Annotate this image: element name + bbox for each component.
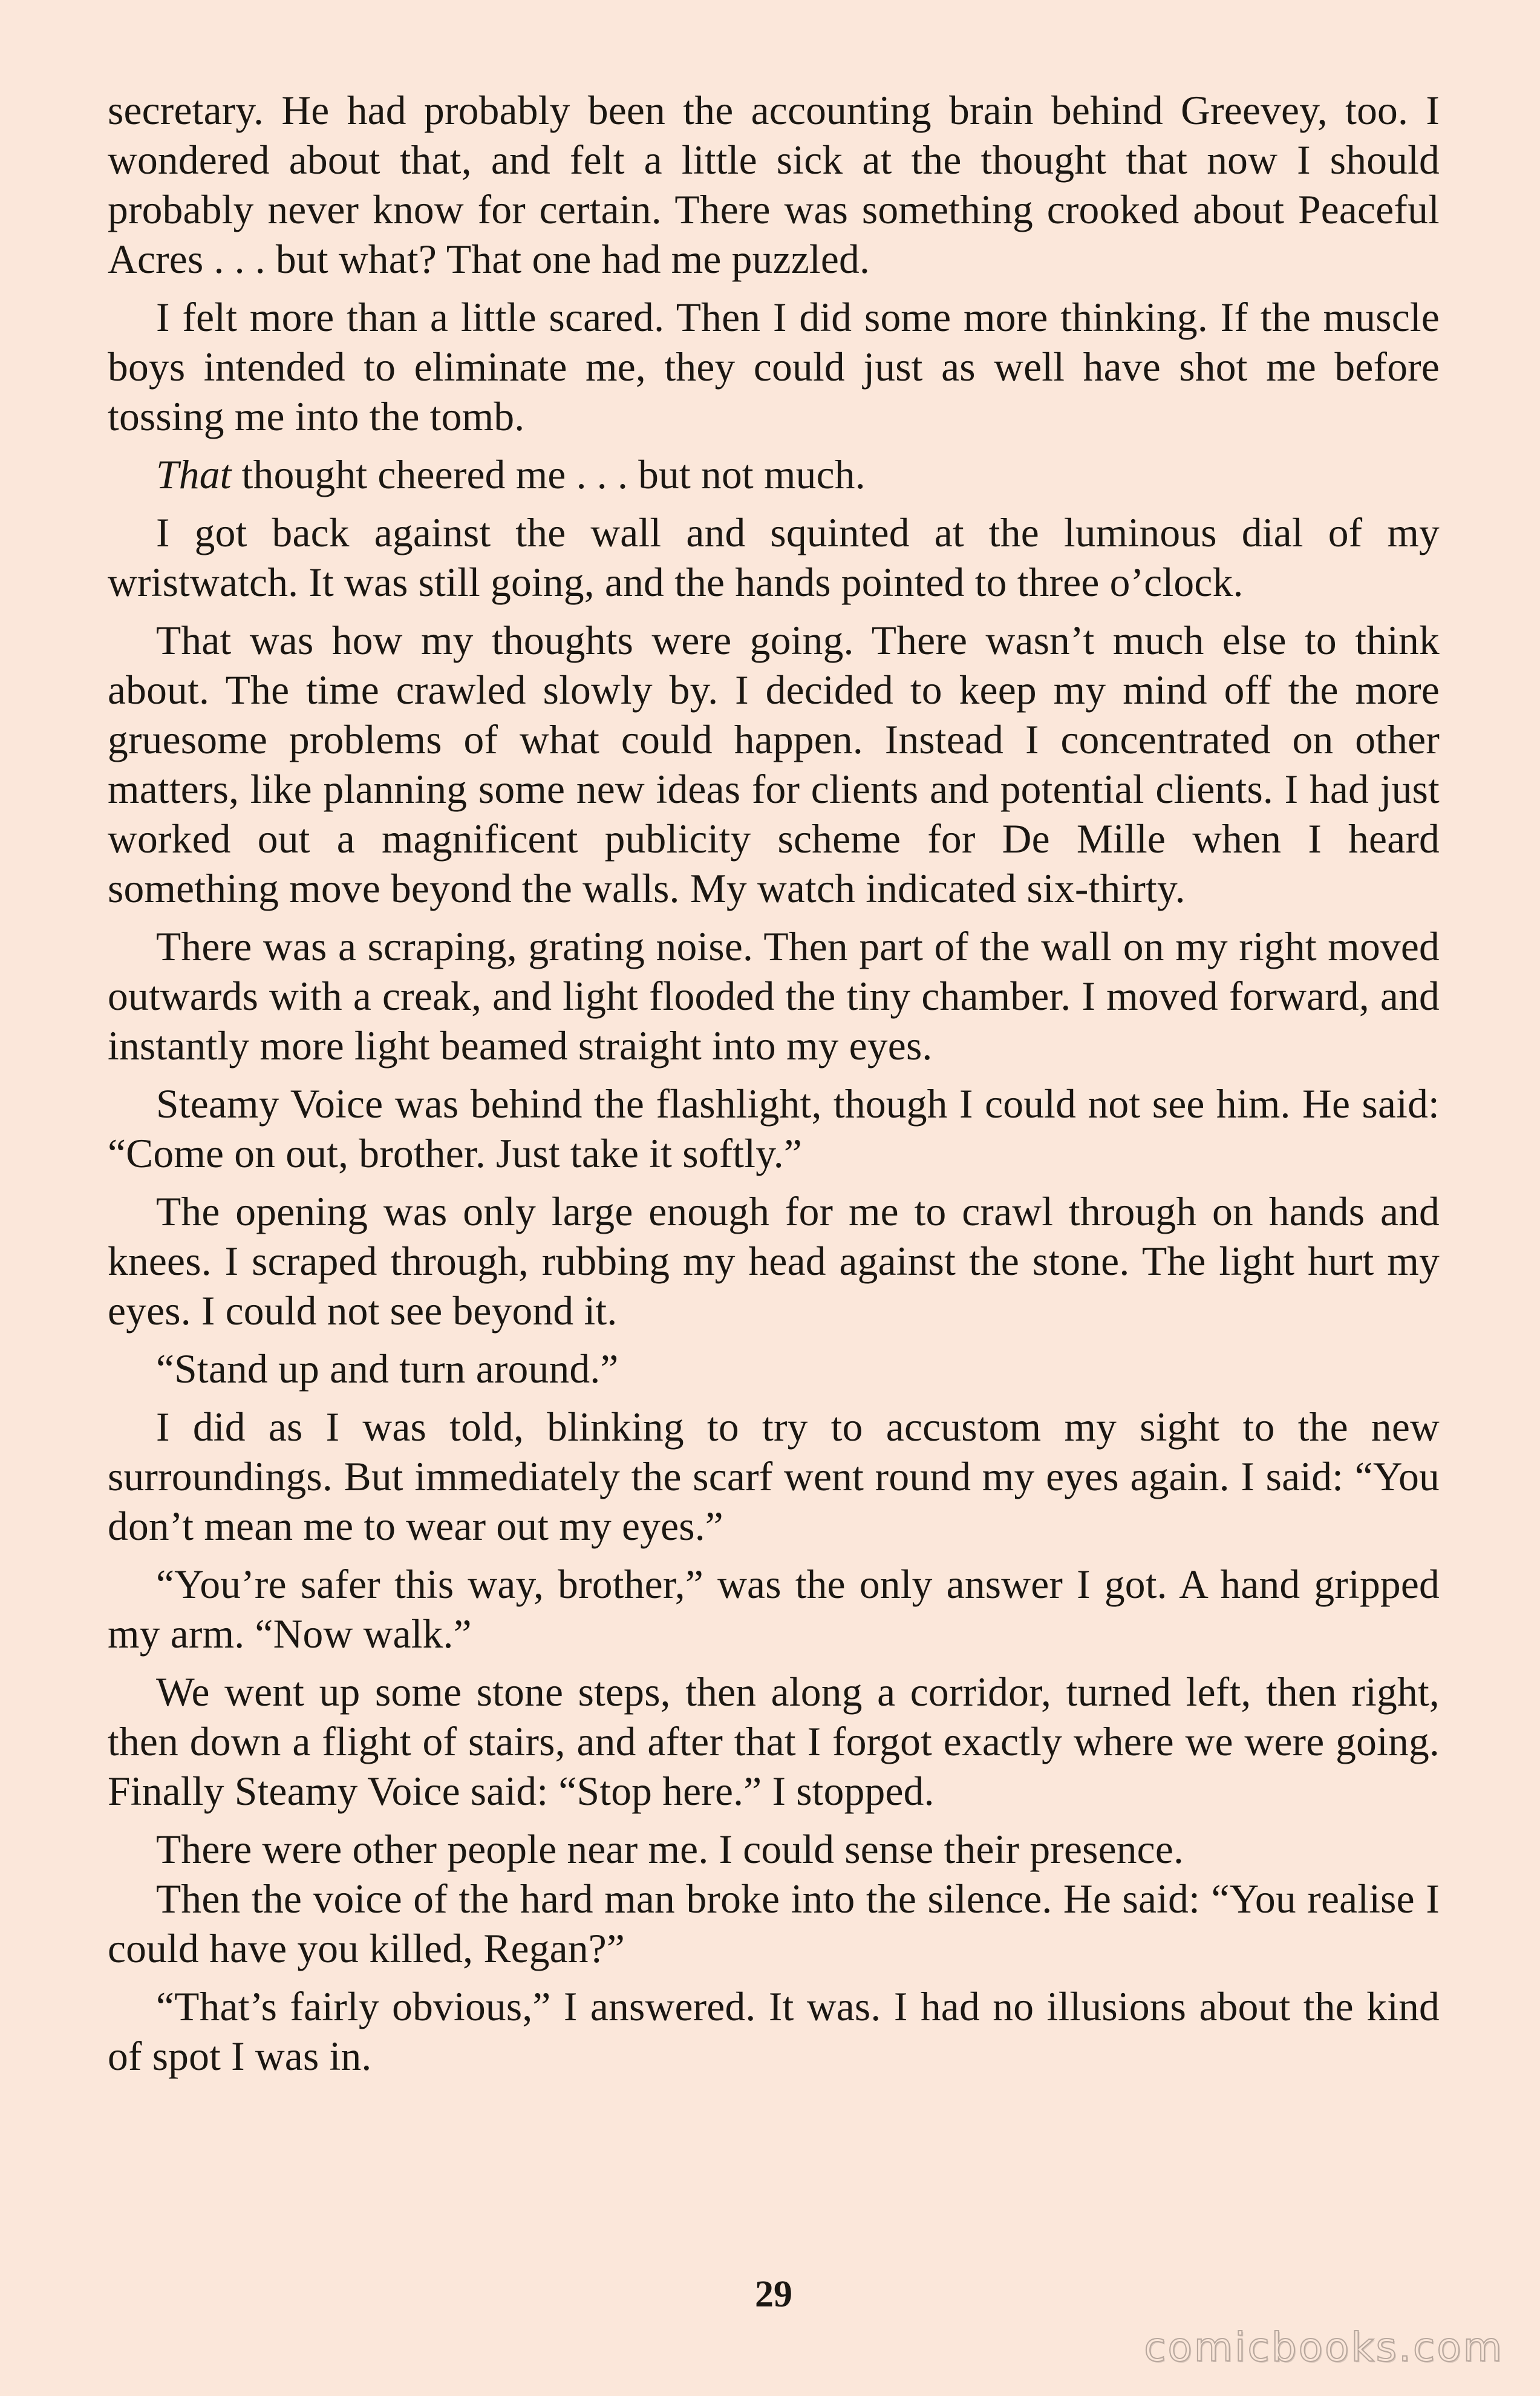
paragraph: Steamy Voice was behind the flashlight, though I could not see him. He said: “Come on out, brother. Just take it softly.” — [108, 1081, 1440, 1176]
page-number: 29 — [755, 2274, 792, 2315]
paragraph: secretary. He had probably been the accounting brain behind Greevey, too. I wondered about that, and felt a little sick at the thought that now I should probably never know for certain. There was something crooked about Peaceful Acres . . . but what? That one had me puzzled. — [108, 88, 1440, 282]
paragraph: Then the voice of the hard man broke into the silence. He said: “You realise I could have you killed, Regan?” — [108, 1876, 1440, 1971]
body-text — [108, 86, 1440, 2081]
paragraph: “You’re safer this way, brother,” was the only answer I got. A hand gripped my arm. “Now walk.” — [108, 1562, 1440, 1657]
paragraph: “Stand up and turn around.” — [156, 1346, 619, 1392]
paragraph: I did as I was told, blinking to try to accustom my sight to the new surroundings. But immediately the scarf went round my eyes again. I said: “You don’t mean me to wear out my eyes.” — [108, 1404, 1440, 1549]
paragraph: That was how my thoughts were going. There wasn’t much else to think about. The time crawled slowly by. I decided to keep my mind off the more gruesome problems of what could happen. Instead I concentrated on other matters, like planning some new ideas for clients and potential clients. I had just worked out a magnificent publicity scheme for De Mille when I heard something move beyond the walls. My watch indicated six-thirty. — [108, 618, 1440, 911]
paragraph-rest: thought cheered me . . . but not much. — [231, 452, 866, 497]
italic-word: That — [156, 452, 232, 497]
paragraph: I got back against the wall and squinted at the luminous dial of my wristwatch. It was still going, and the hands pointed to three o’clock. — [108, 510, 1440, 605]
watermark-logo: comicbooks.com — [1144, 2324, 1504, 2371]
paragraph: The opening was only large enough for me to crawl through on hands and knees. I scraped through, rubbing my head against the stone. The light hurt my eyes. I could not see beyond it. — [108, 1189, 1440, 1334]
paragraph: There were other people near me. I could sense their presence. — [156, 1827, 1184, 1872]
paragraph — [108, 450, 1440, 500]
paragraph: We went up some stone steps, then along a corridor, turned left, then right, then down a flight of stairs, and after that I forgot exactly where we were going. Finally Steamy Voice said: “Stop here.” I stopped. — [108, 1669, 1440, 1814]
paragraph: There was a scraping, grating noise. Then part of the wall on my right moved outwards with a creak, and light flooded the tiny chamber. I moved forward, and instantly more light beamed straight into my eyes. — [108, 924, 1440, 1069]
book-page — [108, 86, 1440, 2325]
paragraph: I felt more than a little scared. Then I did some more thinking. If the muscle boys intended to eliminate me, they could just as well have shot me before tossing me into the tomb. — [108, 295, 1440, 439]
paragraph: “That’s fairly obvious,” I answered. It was. I had no illusions about the kind of spot I was in. — [108, 1984, 1440, 2079]
